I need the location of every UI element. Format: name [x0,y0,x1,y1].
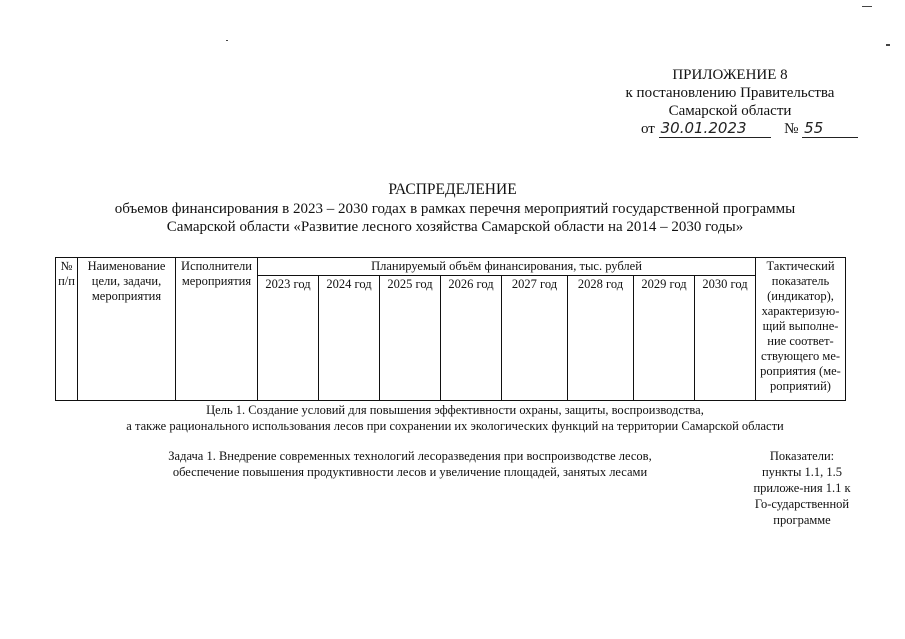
goal-line-1: Цель 1. Создание условий для повышения эффективности охраны, защиты, воспроизводства, [206,403,704,417]
date-value: 30.01.2023 [659,119,771,138]
scan-speck [226,40,228,41]
task-line-2: обеспечение повышения продуктивности лесов и увеличение площадей, занятых лесами [172,465,648,479]
subtitle-line-2: Самарской области «Развитие лесного хозяйства Самарской области на 2014 – 2030 годы» [166,219,744,235]
header-name: Наименование цели, задачи, мероприятия [78,258,176,401]
header-funding: Планируемый объём финансирования, тыс. рублей [258,258,756,276]
goal-text [60,402,850,434]
year-2030: 2030 год [695,276,756,401]
document-subtitle [60,200,850,236]
header-num: № п/п [56,258,78,401]
year-2029: 2029 год [634,276,695,401]
date-prefix: от [641,121,655,137]
task-text [120,448,700,480]
number-prefix: № [784,121,799,137]
year-2026: 2026 год [441,276,502,401]
scan-speck [886,44,890,46]
appendix-line-2: к постановлению Правительства [625,85,835,101]
subtitle-line-1: объемов финансирования в 2023 – 2030 годах в рамках перечня мероприятий государственной программы [114,201,796,217]
task-line-1: Задача 1. Внедрение современных технологий лесоразведения при воспроизводстве лесов, [168,449,652,463]
date-number-row [641,119,891,138]
header-indicator: Тактический показатель (индикатор), характеризую-щий выполне-ние соответ-ствующего ме-роприятия (ме-роприятий) [756,258,846,401]
document-title: РАСПРЕДЕЛЕНИЕ [388,181,517,198]
appendix-block [560,66,900,120]
appendix-line-3: Самарской области [668,103,792,119]
appendix-title: ПРИЛОЖЕНИЕ 8 [672,67,788,83]
number-value: 55 [802,119,858,138]
year-2023: 2023 год [258,276,319,401]
scan-speck [862,6,872,7]
year-2024: 2024 год [319,276,380,401]
year-2025: 2025 год [380,276,441,401]
indicators-text: Показатели: пункты 1.1, 1.5 приложе-ния 1.1 к Го-сударственной программе [753,449,851,527]
goal-line-2: а также рационального использования лесов при сохранении их экологических функций на территории Самарской области [126,419,784,433]
header-executors: Исполнители мероприятия [176,258,258,401]
year-2027: 2027 год [502,276,568,401]
funding-table [55,257,846,401]
year-2028: 2028 год [568,276,634,401]
